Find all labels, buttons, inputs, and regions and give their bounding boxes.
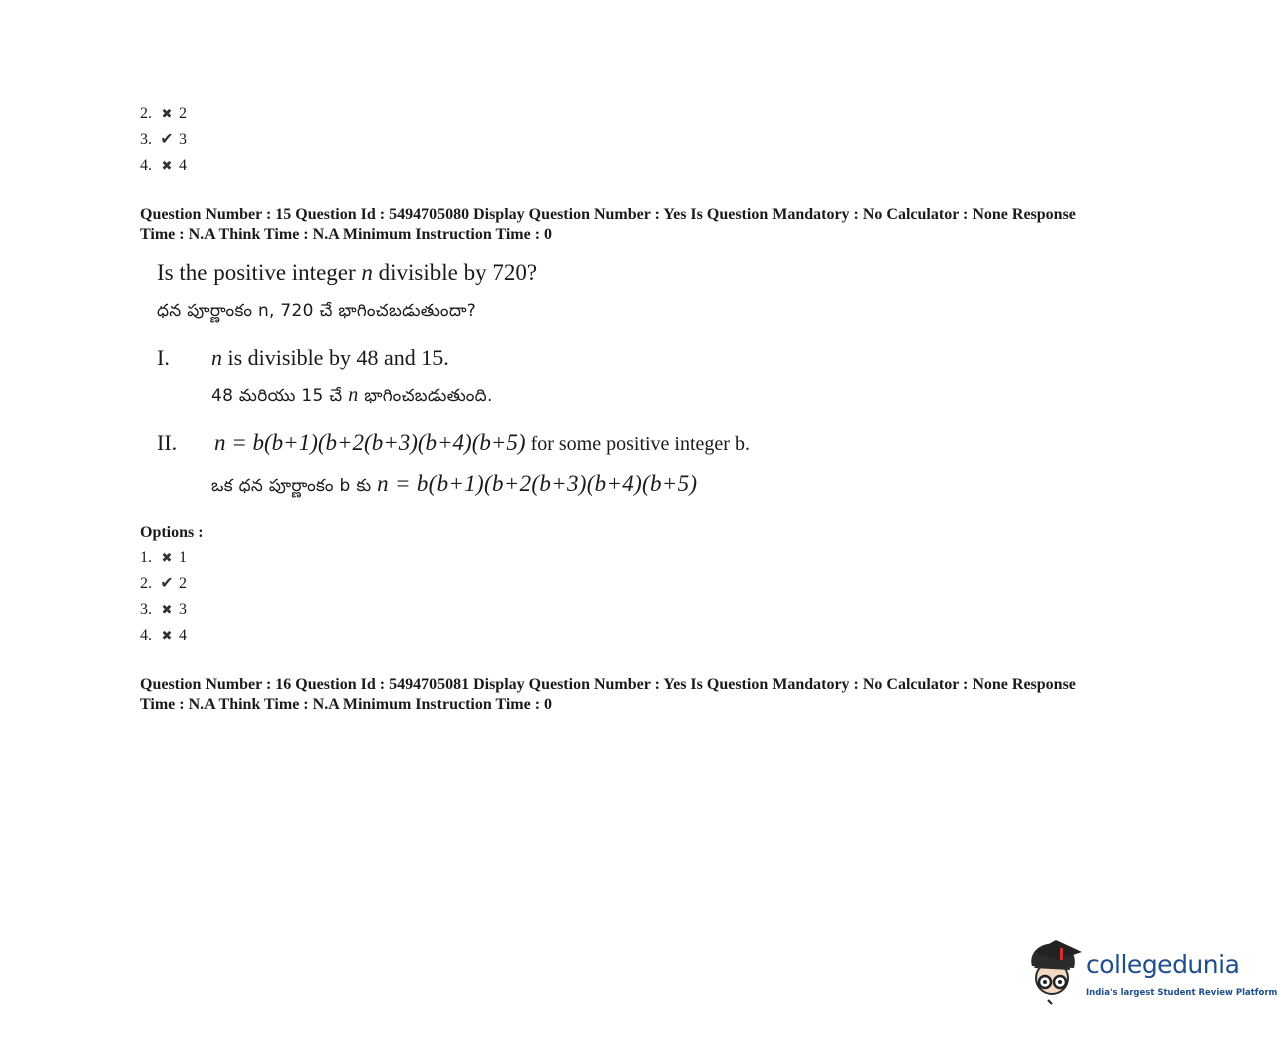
option-number: 2. bbox=[140, 575, 152, 592]
prev-option-4 bbox=[140, 153, 187, 179]
statement-te-text: 48 మరియు 15 చే bbox=[211, 386, 349, 406]
cross-icon: ✖ bbox=[161, 550, 173, 565]
options-label: Options : bbox=[140, 524, 204, 541]
option-4 bbox=[140, 623, 187, 649]
statement-text: is divisible by 48 and 15. bbox=[222, 345, 449, 370]
statement-formula: n = b(b+1)(b+2(b+3)(b+4)(b+5) bbox=[214, 430, 526, 455]
logo-name: collegedunia bbox=[1086, 950, 1240, 979]
q15-meta-line2: Time : N.A Think Time : N.A Minimum Instruction Time : 0 bbox=[140, 226, 553, 243]
collegedunia-logo bbox=[1024, 938, 1278, 1008]
cross-icon: ✖ bbox=[161, 602, 173, 617]
statement-1-label: I. bbox=[157, 345, 170, 370]
q16-meta-line1: Question Number : 16 Question Id : 5494705081 Display Question Number : Yes Is Question Mandatory : No Calculator : None Response bbox=[140, 676, 1076, 693]
statement-te-text: ఒక ధన పూర్ణాంకం b కు bbox=[211, 476, 378, 496]
logo-tagline: India's largest Student Review Platform bbox=[1086, 988, 1278, 998]
option-1 bbox=[140, 545, 187, 571]
statement-2-label: II. bbox=[157, 430, 178, 455]
statement-2-en bbox=[214, 430, 750, 456]
option-value: 3 bbox=[179, 601, 187, 618]
option-value: 4 bbox=[179, 157, 187, 174]
option-number: 3. bbox=[140, 131, 152, 148]
option-number: 3. bbox=[140, 601, 152, 618]
statement-te-formula: n = b(b+1)(b+2(b+3)(b+4)(b+5) bbox=[377, 471, 698, 496]
cross-icon: ✖ bbox=[161, 106, 173, 121]
option-value: 2 bbox=[179, 105, 187, 122]
option-3 bbox=[140, 597, 187, 623]
prev-options-list bbox=[140, 101, 187, 179]
statement-te-variable: n bbox=[348, 384, 359, 406]
statement-variable: n bbox=[211, 345, 222, 370]
q15-question-en bbox=[157, 260, 537, 286]
statement-1-en bbox=[211, 345, 449, 371]
option-value: 4 bbox=[179, 627, 187, 644]
question-text: Is the positive integer bbox=[157, 260, 362, 285]
check-icon: ✔ bbox=[160, 575, 174, 592]
cross-icon: ✖ bbox=[161, 628, 173, 643]
option-value: 3 bbox=[179, 131, 187, 148]
option-number: 1. bbox=[140, 549, 152, 566]
statement-2-te bbox=[211, 471, 697, 500]
check-icon: ✔ bbox=[160, 131, 174, 148]
q16-meta-line2: Time : N.A Think Time : N.A Minimum Instruction Time : 0 bbox=[140, 696, 553, 713]
prev-option-2 bbox=[140, 101, 187, 127]
option-2 bbox=[140, 571, 187, 597]
statement-te-text-end: భాగించబడుతుంది. bbox=[358, 386, 493, 406]
option-value: 2 bbox=[179, 575, 187, 592]
option-number: 4. bbox=[140, 157, 152, 174]
statement-text: for some positive integer b. bbox=[525, 433, 750, 455]
q15-options-list bbox=[140, 545, 187, 649]
option-value: 1 bbox=[179, 549, 187, 566]
prev-option-3 bbox=[140, 127, 187, 153]
mascot-icon bbox=[1024, 938, 1084, 1008]
q15-question-te: ధన పూర్ణాంకం n, 720 చే భాగించబడుతుందా? bbox=[157, 301, 477, 321]
q16-meta bbox=[140, 675, 1170, 715]
question-text-end: divisible by 720? bbox=[372, 260, 538, 285]
question-variable: n bbox=[361, 260, 373, 285]
q15-meta bbox=[140, 205, 1170, 245]
q15-meta-line1: Question Number : 15 Question Id : 5494705080 Display Question Number : Yes Is Question Mandatory : No Calculator : None Response bbox=[140, 206, 1076, 223]
option-number: 4. bbox=[140, 627, 152, 644]
cross-icon: ✖ bbox=[161, 158, 173, 173]
option-number: 2. bbox=[140, 105, 152, 122]
statement-1-te bbox=[211, 384, 493, 410]
